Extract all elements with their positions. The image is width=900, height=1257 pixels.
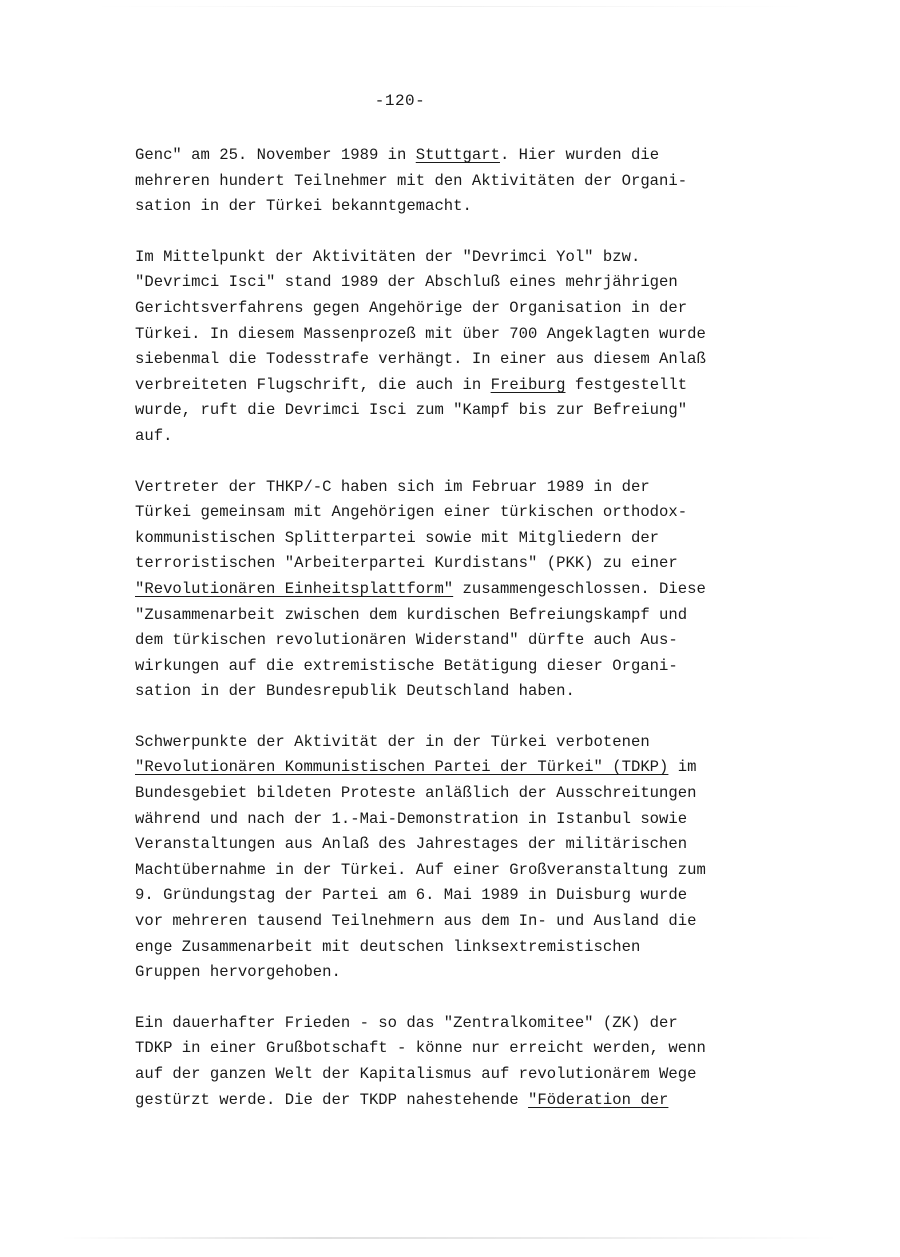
text-line <box>135 577 795 603</box>
text-line <box>135 245 795 271</box>
text-segment: Türkei gemeinsam mit Angehörigen einer türkischen orthodox- <box>135 503 688 522</box>
text-line <box>135 551 795 577</box>
text-segment: gestürzt werde. Die der TKDP nahestehende <box>135 1090 529 1109</box>
text-line <box>135 781 795 807</box>
text-line <box>135 832 795 858</box>
page-number: -120- <box>374 92 426 110</box>
text-segment: mehreren hundert Teilnehmer mit den Aktivitäten der Organi- <box>135 171 688 190</box>
text-segment: siebenmal die Todesstrafe verhängt. In einer aus diesem Anlaß <box>135 350 706 369</box>
text-segment: sation in der Türkei bekanntgemacht. <box>135 197 472 216</box>
text-line <box>135 1036 795 1062</box>
text-segment: Bundesgebiet bildeten Proteste anläßlich der Ausschreitungen <box>135 784 697 803</box>
text-line <box>135 526 795 552</box>
text-line <box>135 1062 795 1088</box>
text-segment: TDKP in einer Grußbotschaft - könne nur erreicht werden, wenn <box>135 1039 706 1058</box>
text-line <box>135 679 795 705</box>
text-segment: auf. <box>135 426 173 445</box>
text-line <box>135 960 795 986</box>
text-line <box>135 169 795 195</box>
text-segment: wirkungen auf die extremistische Betätigung dieser Organi- <box>135 656 678 675</box>
text-line <box>135 322 795 348</box>
text-line <box>135 883 795 909</box>
paragraph <box>135 143 795 220</box>
text-line <box>135 858 795 884</box>
text-segment: kommunistischen Splitterpartei sowie mit Mitgliedern der <box>135 528 660 547</box>
text-segment: . Hier wurden die <box>499 146 660 164</box>
text-line <box>135 935 795 961</box>
text-segment: vor mehreren tausend Teilnehmern aus dem In- und Ausland die <box>135 912 697 931</box>
text-segment: Vertreter der THKP/-C haben sich im Februar 1989 in der <box>135 477 650 496</box>
text-segment: Veranstaltungen aus Anlaß des Jahrestages der militärischen <box>135 835 688 854</box>
text-line <box>135 475 795 501</box>
paragraph <box>135 475 795 705</box>
text-line <box>135 143 795 169</box>
underlined-text: "Föderation der <box>528 1090 669 1109</box>
text-segment: zusammengeschlossen. Diese <box>453 579 706 598</box>
text-segment: 9. Gründungstag der Partei am 6. Mai 1989 in Duisburg wurde <box>135 886 688 905</box>
underlined-text: Freiburg <box>490 375 566 394</box>
text-segment: dem türkischen revolutionären Widerstand" dürfte auch Aus- <box>135 631 678 650</box>
text-segment: "Devrimci Isci" stand 1989 der Abschluß eines mehrjährigen <box>135 273 678 292</box>
text-segment: auf der ganzen Welt der Kapitalismus auf revolutionärem Wege <box>135 1065 697 1083</box>
text-segment: terroristischen "Arbeiterpartei Kurdistans" (PKK) zu einer <box>135 554 678 573</box>
text-segment: verbreiteten Flugschrift, die auch in <box>135 375 491 394</box>
text-line <box>135 730 795 756</box>
text-segment: Ein dauerhafter Frieden - so das "Zentralkomitee" (ZK) der <box>135 1013 678 1032</box>
scan-artifact-bottom <box>60 1237 840 1239</box>
text-segment: im <box>668 758 697 777</box>
text-segment: wurde, ruft die Devrimci Isci zum "Kampf bis zur Befreiung" <box>135 401 688 420</box>
text-segment: während und nach der 1.-Mai-Demonstration in Istanbul sowie <box>135 809 688 828</box>
text-line <box>135 628 795 654</box>
text-line <box>135 424 795 450</box>
document-body <box>135 143 795 1138</box>
text-segment: "Zusammenarbeit zwischen dem kurdischen Befreiungskampf und <box>135 605 688 624</box>
paragraph <box>135 245 795 450</box>
text-segment: Im Mittelpunkt der Aktivitäten der "Devrimci Yol" bzw. <box>135 247 641 266</box>
text-line <box>135 373 795 399</box>
text-line <box>135 270 795 296</box>
paragraph <box>135 1011 795 1113</box>
text-segment: Gruppen hervorgehoben. <box>135 963 341 982</box>
text-segment: enge Zusammenarbeit mit deutschen linksextremistischen <box>135 937 641 956</box>
text-segment: Machtübernahme in der Türkei. Auf einer Großveranstaltung zum <box>135 860 706 879</box>
text-segment: Genc" am 25. November 1989 in <box>135 146 416 164</box>
text-line <box>135 194 795 220</box>
text-line <box>135 603 795 629</box>
text-line <box>135 654 795 680</box>
text-segment: Schwerpunkte der Aktivität der in der Türkei verbotenen <box>135 732 650 751</box>
text-line <box>135 755 795 781</box>
text-line <box>135 500 795 526</box>
text-segment: Gerichtsverfahrens gegen Angehörige der Organisation in der <box>135 298 688 317</box>
text-line <box>135 398 795 424</box>
underlined-text: "Revolutionären Kommunistischen Partei der Türkei" (TDKP) <box>135 758 669 777</box>
paragraph <box>135 730 795 986</box>
text-line <box>135 909 795 935</box>
text-line <box>135 807 795 833</box>
text-line <box>135 1088 795 1114</box>
text-line <box>135 1011 795 1037</box>
text-line <box>135 296 795 322</box>
underlined-text: Stuttgart <box>415 146 500 164</box>
text-segment: festgestellt <box>565 375 688 394</box>
underlined-text: "Revolutionären Einheitsplattform" <box>135 579 454 598</box>
text-segment: Türkei. In diesem Massenprozeß mit über 700 Angeklagten wurde <box>135 324 706 343</box>
scan-artifact-top <box>90 6 810 7</box>
text-segment: sation in der Bundesrepublik Deutschland haben. <box>135 682 575 701</box>
text-line <box>135 347 795 373</box>
